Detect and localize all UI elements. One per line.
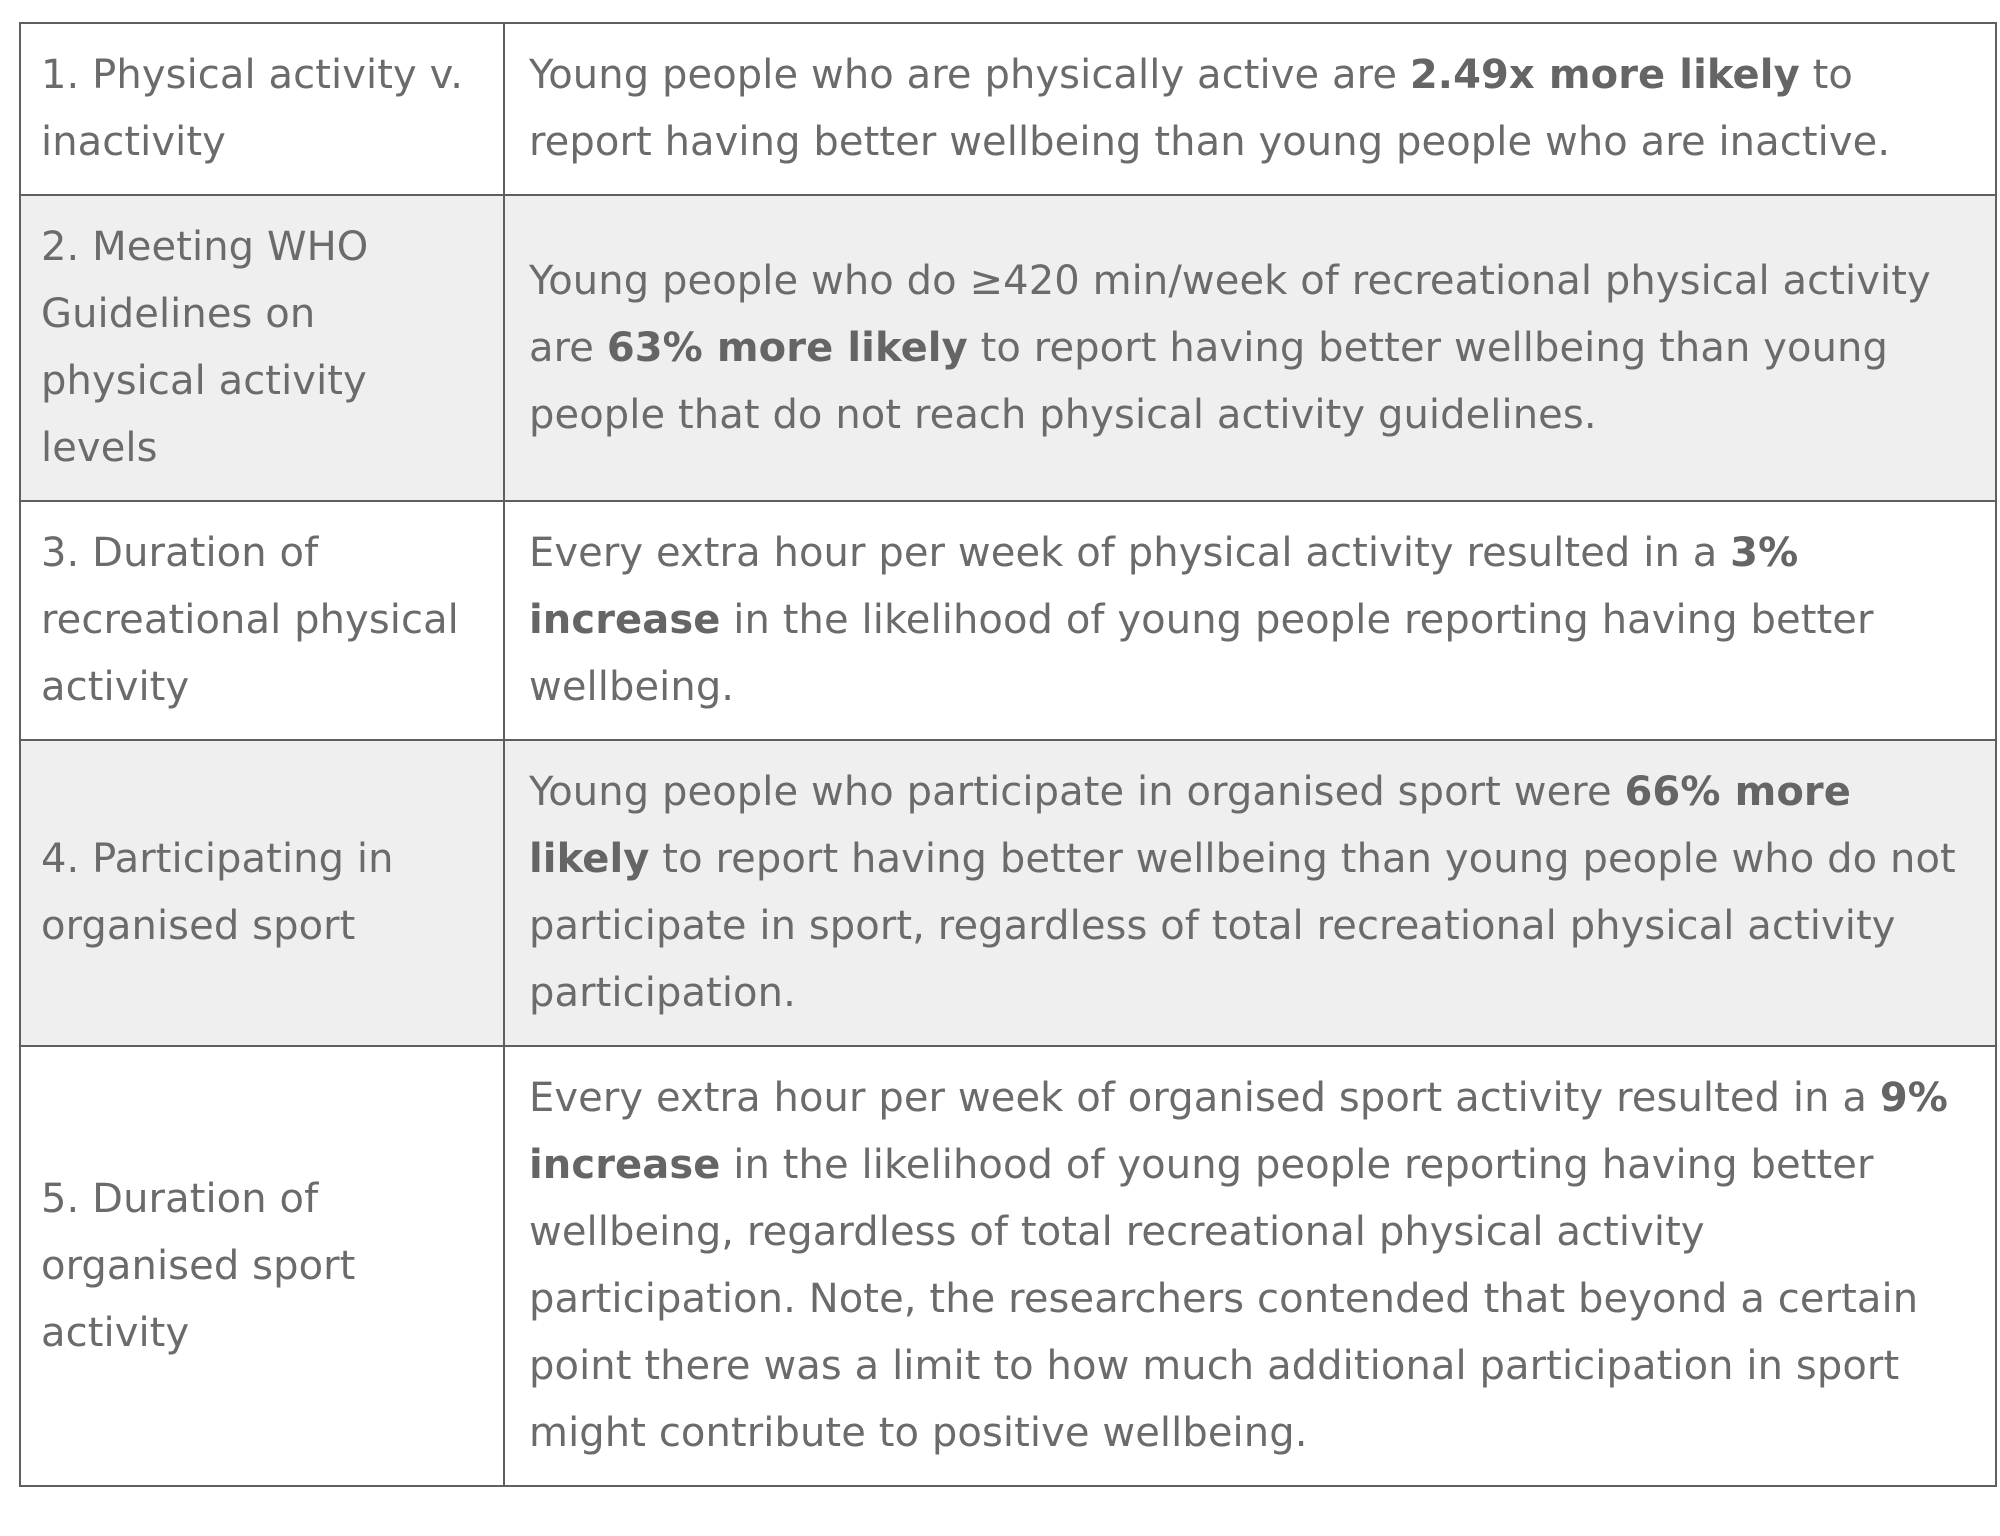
table-row bbox=[20, 1046, 1996, 1486]
row-description bbox=[504, 1046, 1996, 1486]
description-highlight: 66% more likely bbox=[529, 769, 1851, 882]
row-label: 4. Participating in organised sport bbox=[20, 740, 504, 1046]
description-text: to report having better wellbeing than young people who are inactive. bbox=[529, 52, 1891, 165]
description-text: Every extra hour per week of physical activity resulted in a bbox=[529, 530, 1731, 576]
findings-table-container bbox=[19, 22, 1997, 1487]
description-highlight: 9% increase bbox=[529, 1075, 1948, 1188]
row-description bbox=[504, 23, 1996, 195]
table-row bbox=[20, 23, 1996, 195]
description-text: to report having better wellbeing than young people that do not reach physical activity guidelines. bbox=[529, 324, 1888, 438]
description-text: Every extra hour per week of organised sport activity resulted in a bbox=[529, 1075, 1880, 1121]
row-label: 1. Physical activity v. inactivity bbox=[20, 23, 504, 195]
row-label: 3. Duration of recreational physical activity bbox=[20, 501, 504, 740]
description-highlight: 63% more likely bbox=[606, 324, 968, 371]
table-row bbox=[20, 501, 1996, 740]
description-text: in the likelihood of young people reporting having better wellbeing. bbox=[529, 597, 1874, 710]
row-label: 5. Duration of organised sport activity bbox=[20, 1046, 504, 1486]
row-description bbox=[504, 501, 1996, 740]
row-description bbox=[504, 195, 1996, 501]
row-label: 2. Meeting WHO Guidelines on physical activity levels bbox=[20, 195, 504, 501]
description-text: to report having better wellbeing than young people who do not participate in sport, regardless of total recreational physical activity participation. bbox=[529, 836, 1956, 1016]
table-row bbox=[20, 195, 1996, 501]
description-highlight: 3% increase bbox=[529, 530, 1799, 643]
table-row bbox=[20, 740, 1996, 1046]
description-highlight: 2.49x more likely bbox=[1409, 52, 1800, 98]
description-text: Young people who are physically active are bbox=[529, 52, 1410, 98]
description-text: Young people who participate in organised sport were bbox=[529, 769, 1625, 815]
description-text: in the likelihood of young people reporting having better wellbeing, regardless of total recreational physical activity participation. Note, the researchers contended that beyond a certain point there was a limit to how much additional participation in sport might contribute to positive wellbeing. bbox=[529, 1142, 1919, 1456]
row-description bbox=[504, 740, 1996, 1046]
description-text: Young people who do ≥420 min/week of recreational physical activity are bbox=[529, 257, 1931, 371]
findings-table bbox=[19, 22, 1997, 1487]
